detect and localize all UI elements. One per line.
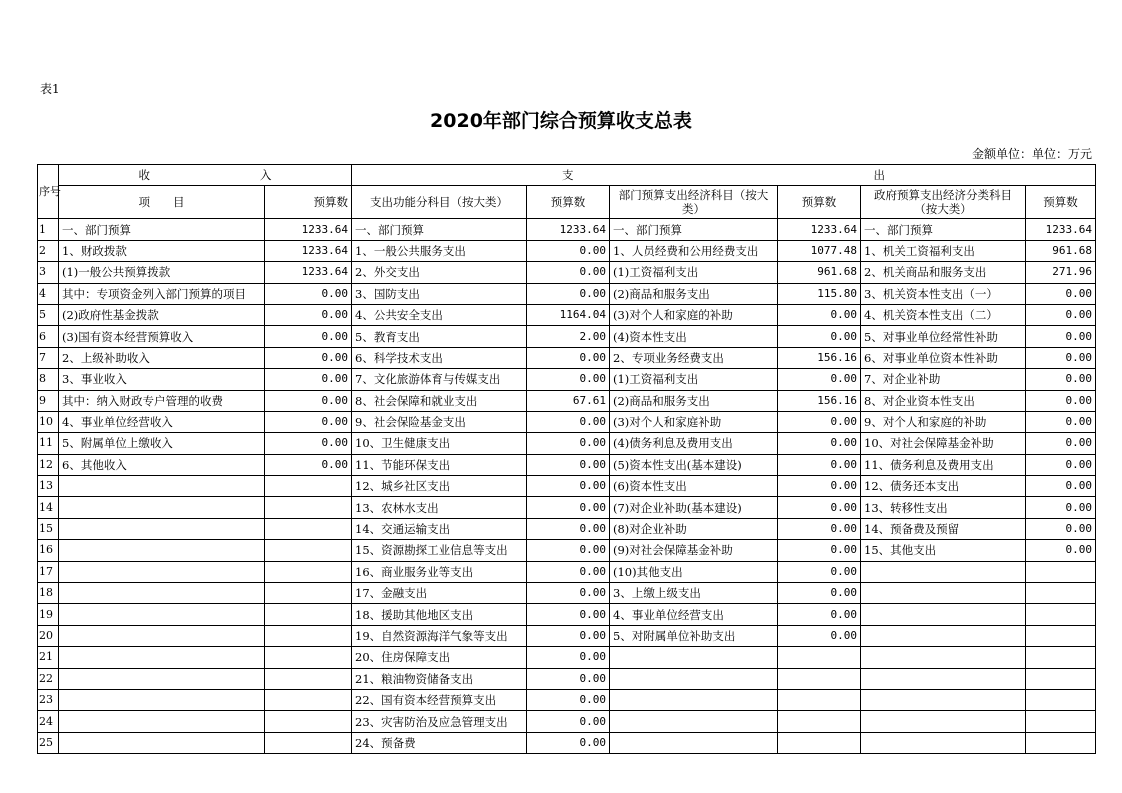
cell-gov-item: 1、机关工资福利支出 (861, 240, 1026, 261)
cell-gov-budget (1026, 668, 1096, 689)
cell-income-budget (265, 476, 352, 497)
header-item: 项 目 (59, 186, 265, 219)
cell-gov-item (861, 604, 1026, 625)
cell-dept-budget: 961.68 (778, 262, 861, 283)
cell-income-item (59, 732, 265, 753)
cell-func-item: 9、社会保险基金支出 (352, 411, 527, 432)
cell-income-item: 3、事业收入 (59, 369, 265, 390)
cell-func-item: 10、卫生健康支出 (352, 433, 527, 454)
cell-dept-item: (1)工资福利支出 (610, 262, 778, 283)
header-seq: 序号 (38, 165, 59, 219)
cell-dept-budget: 0.00 (778, 540, 861, 561)
cell-dept-budget: 0.00 (778, 454, 861, 475)
cell-seq: 19 (38, 604, 59, 625)
cell-dept-budget: 1233.64 (778, 219, 861, 240)
cell-seq: 10 (38, 411, 59, 432)
cell-func-item: 7、文化旅游体育与传媒支出 (352, 369, 527, 390)
cell-dept-item: (4)资本性支出 (610, 326, 778, 347)
cell-seq: 11 (38, 433, 59, 454)
cell-func-item: 一、部门预算 (352, 219, 527, 240)
cell-gov-item: 10、对社会保障基金补助 (861, 433, 1026, 454)
cell-gov-budget: 0.00 (1026, 433, 1096, 454)
cell-seq: 12 (38, 454, 59, 475)
cell-income-budget: 0.00 (265, 369, 352, 390)
cell-gov-budget (1026, 732, 1096, 753)
cell-gov-budget: 0.00 (1026, 283, 1096, 304)
cell-seq: 24 (38, 711, 59, 732)
cell-income-budget (265, 668, 352, 689)
cell-func-budget: 0.00 (527, 625, 610, 646)
cell-func-item: 16、商业服务业等支出 (352, 561, 527, 582)
table-row (38, 668, 1096, 689)
cell-seq: 25 (38, 732, 59, 753)
cell-seq: 7 (38, 347, 59, 368)
cell-gov-item: 2、机关商品和服务支出 (861, 262, 1026, 283)
cell-income-item (59, 689, 265, 710)
cell-func-budget: 0.00 (527, 283, 610, 304)
cell-income-item (59, 497, 265, 518)
cell-func-item: 14、交通运输支出 (352, 518, 527, 539)
table-row (38, 647, 1096, 668)
cell-income-budget (265, 711, 352, 732)
table-number: 表1 (40, 82, 60, 96)
cell-income-item: 1、财政拨款 (59, 240, 265, 261)
cell-dept-item: (6)资本性支出 (610, 476, 778, 497)
header-dept-econ: 部门预算支出经济科目（按大类） (610, 186, 778, 219)
cell-gov-budget: 0.00 (1026, 304, 1096, 325)
header-row-2 (38, 186, 1096, 219)
cell-func-budget: 0.00 (527, 540, 610, 561)
table-row (38, 561, 1096, 582)
cell-gov-item: 5、对事业单位经常性补助 (861, 326, 1026, 347)
cell-gov-item (861, 668, 1026, 689)
cell-func-item: 13、农林水支出 (352, 497, 527, 518)
cell-income-budget: 1233.64 (265, 240, 352, 261)
cell-income-item: (2)政府性基金拨款 (59, 304, 265, 325)
cell-func-item: 20、住房保障支出 (352, 647, 527, 668)
cell-gov-item: 12、债务还本支出 (861, 476, 1026, 497)
cell-gov-item (861, 647, 1026, 668)
cell-dept-item (610, 711, 778, 732)
cell-gov-budget: 0.00 (1026, 347, 1096, 368)
table-row (38, 476, 1096, 497)
cell-dept-budget: 0.00 (778, 604, 861, 625)
cell-func-item: 11、节能环保支出 (352, 454, 527, 475)
cell-income-item (59, 583, 265, 604)
cell-income-item (59, 647, 265, 668)
cell-dept-item: (3)对个人和家庭的补助 (610, 304, 778, 325)
cell-func-item: 15、资源勘探工业信息等支出 (352, 540, 527, 561)
cell-gov-budget (1026, 625, 1096, 646)
table-row (38, 433, 1096, 454)
cell-income-budget: 0.00 (265, 411, 352, 432)
cell-func-budget: 0.00 (527, 647, 610, 668)
cell-income-item (59, 604, 265, 625)
cell-func-budget: 0.00 (527, 369, 610, 390)
cell-income-item: 6、其他收入 (59, 454, 265, 475)
cell-func-item: 22、国有资本经营预算支出 (352, 689, 527, 710)
header-func-class: 支出功能分科目（按大类） (352, 186, 527, 219)
cell-func-item: 2、外交支出 (352, 262, 527, 283)
cell-income-item (59, 668, 265, 689)
cell-income-item: 4、事业单位经营收入 (59, 411, 265, 432)
cell-seq: 23 (38, 689, 59, 710)
cell-gov-budget (1026, 689, 1096, 710)
cell-func-item: 8、社会保障和就业支出 (352, 390, 527, 411)
cell-func-budget: 0.00 (527, 262, 610, 283)
cell-income-budget (265, 647, 352, 668)
cell-gov-item: 14、预备费及预留 (861, 518, 1026, 539)
cell-dept-budget: 0.00 (778, 411, 861, 432)
cell-dept-budget: 0.00 (778, 476, 861, 497)
cell-dept-budget: 1077.48 (778, 240, 861, 261)
cell-gov-item: 11、债务利息及费用支出 (861, 454, 1026, 475)
cell-gov-budget (1026, 647, 1096, 668)
table-row (38, 604, 1096, 625)
cell-dept-item: (5)资本性支出(基本建设) (610, 454, 778, 475)
cell-gov-item: 9、对个人和家庭的补助 (861, 411, 1026, 432)
cell-func-budget: 0.00 (527, 518, 610, 539)
cell-income-budget (265, 497, 352, 518)
cell-func-item: 18、援助其他地区支出 (352, 604, 527, 625)
table-body (38, 219, 1096, 754)
cell-seq: 22 (38, 668, 59, 689)
cell-dept-budget: 0.00 (778, 433, 861, 454)
cell-income-budget: 1233.64 (265, 219, 352, 240)
cell-income-item: 其中：专项资金列入部门预算的项目 (59, 283, 265, 304)
cell-func-item: 5、教育支出 (352, 326, 527, 347)
table-row (38, 732, 1096, 753)
cell-income-budget: 0.00 (265, 454, 352, 475)
cell-gov-budget: 1233.64 (1026, 219, 1096, 240)
cell-dept-budget: 0.00 (778, 326, 861, 347)
budget-table (37, 164, 1096, 754)
cell-income-item (59, 711, 265, 732)
cell-func-budget: 0.00 (527, 411, 610, 432)
cell-func-budget: 0.00 (527, 454, 610, 475)
cell-gov-budget (1026, 561, 1096, 582)
cell-seq: 17 (38, 561, 59, 582)
cell-gov-budget: 0.00 (1026, 518, 1096, 539)
cell-dept-item: (3)对个人和家庭补助 (610, 411, 778, 432)
cell-func-item: 3、国防支出 (352, 283, 527, 304)
cell-income-budget (265, 625, 352, 646)
cell-func-budget: 0.00 (527, 711, 610, 732)
header-expense (352, 165, 1096, 186)
cell-seq: 3 (38, 262, 59, 283)
cell-dept-item (610, 647, 778, 668)
table-row (38, 326, 1096, 347)
cell-func-item: 23、灾害防治及应急管理支出 (352, 711, 527, 732)
table-row (38, 689, 1096, 710)
cell-gov-item: 13、转移性支出 (861, 497, 1026, 518)
cell-seq: 6 (38, 326, 59, 347)
cell-gov-item: 8、对企业资本性支出 (861, 390, 1026, 411)
table-row (38, 625, 1096, 646)
cell-dept-item: (7)对企业补助(基本建设) (610, 497, 778, 518)
cell-income-budget (265, 561, 352, 582)
table-row (38, 347, 1096, 368)
cell-func-budget: 0.00 (527, 240, 610, 261)
cell-gov-budget: 0.00 (1026, 497, 1096, 518)
cell-func-budget: 0.00 (527, 689, 610, 710)
cell-gov-budget: 0.00 (1026, 411, 1096, 432)
cell-seq: 15 (38, 518, 59, 539)
cell-dept-budget: 115.80 (778, 283, 861, 304)
cell-income-budget: 0.00 (265, 283, 352, 304)
cell-gov-item: 4、机关资本性支出（二） (861, 304, 1026, 325)
cell-dept-budget (778, 647, 861, 668)
cell-income-budget (265, 689, 352, 710)
cell-dept-item: 4、事业单位经营支出 (610, 604, 778, 625)
cell-func-budget: 67.61 (527, 390, 610, 411)
cell-gov-budget: 0.00 (1026, 369, 1096, 390)
cell-seq: 13 (38, 476, 59, 497)
cell-gov-budget: 0.00 (1026, 476, 1096, 497)
cell-gov-budget: 0.00 (1026, 454, 1096, 475)
cell-dept-budget: 0.00 (778, 518, 861, 539)
cell-dept-budget: 0.00 (778, 304, 861, 325)
cell-dept-item: (2)商品和服务支出 (610, 390, 778, 411)
cell-income-budget: 0.00 (265, 347, 352, 368)
cell-gov-item (861, 732, 1026, 753)
cell-dept-item: (10)其他支出 (610, 561, 778, 582)
cell-dept-budget (778, 732, 861, 753)
header-budget-3: 预算数 (778, 186, 861, 219)
cell-dept-budget: 0.00 (778, 625, 861, 646)
cell-dept-item (610, 689, 778, 710)
cell-income-item (59, 561, 265, 582)
cell-func-item: 1、一般公共服务支出 (352, 240, 527, 261)
cell-gov-budget: 0.00 (1026, 390, 1096, 411)
cell-dept-budget (778, 668, 861, 689)
cell-gov-item (861, 561, 1026, 582)
cell-income-item (59, 476, 265, 497)
cell-dept-budget: 0.00 (778, 583, 861, 604)
unit-label: 金额单位：单位：万元 (971, 147, 1092, 161)
cell-seq: 5 (38, 304, 59, 325)
table-row (38, 219, 1096, 240)
cell-dept-item: 1、人员经费和公用经费支出 (610, 240, 778, 261)
cell-func-budget: 0.00 (527, 604, 610, 625)
header-budget-1: 预算数 (265, 186, 352, 219)
cell-gov-item: 7、对企业补助 (861, 369, 1026, 390)
cell-dept-budget: 0.00 (778, 561, 861, 582)
cell-seq: 2 (38, 240, 59, 261)
cell-gov-item: 15、其他支出 (861, 540, 1026, 561)
cell-income-budget: 1233.64 (265, 262, 352, 283)
cell-gov-item: 3、机关资本性支出（一） (861, 283, 1026, 304)
cell-income-item (59, 518, 265, 539)
cell-func-item: 21、粮油物资储备支出 (352, 668, 527, 689)
cell-seq: 14 (38, 497, 59, 518)
cell-func-budget: 0.00 (527, 668, 610, 689)
cell-dept-budget: 156.16 (778, 347, 861, 368)
cell-gov-item (861, 711, 1026, 732)
cell-dept-budget (778, 689, 861, 710)
cell-dept-budget (778, 711, 861, 732)
cell-dept-item: 一、部门预算 (610, 219, 778, 240)
cell-dept-item: 5、对附属单位补助支出 (610, 625, 778, 646)
table-row (38, 454, 1096, 475)
cell-dept-item: (9)对社会保障基金补助 (610, 540, 778, 561)
cell-gov-budget (1026, 583, 1096, 604)
cell-income-item: (3)国有资本经营预算收入 (59, 326, 265, 347)
cell-income-item (59, 625, 265, 646)
cell-income-item: 2、上级补助收入 (59, 347, 265, 368)
header-expense-a: 支 (562, 168, 574, 183)
cell-income-budget (265, 604, 352, 625)
cell-seq: 4 (38, 283, 59, 304)
page-title: 2020年部门综合预算收支总表 (430, 110, 692, 132)
header-income-b: 入 (260, 168, 272, 183)
header-income (59, 165, 352, 186)
cell-income-budget (265, 583, 352, 604)
cell-func-budget: 0.00 (527, 732, 610, 753)
cell-func-budget: 0.00 (527, 497, 610, 518)
cell-func-budget: 0.00 (527, 583, 610, 604)
cell-income-budget: 0.00 (265, 326, 352, 347)
cell-gov-budget: 961.68 (1026, 240, 1096, 261)
cell-seq: 21 (38, 647, 59, 668)
table-row (38, 369, 1096, 390)
cell-func-budget: 0.00 (527, 561, 610, 582)
cell-gov-item (861, 583, 1026, 604)
cell-seq: 18 (38, 583, 59, 604)
table-row (38, 411, 1096, 432)
cell-income-item (59, 540, 265, 561)
cell-income-item: 一、部门预算 (59, 219, 265, 240)
cell-gov-item (861, 625, 1026, 646)
cell-dept-budget: 0.00 (778, 369, 861, 390)
cell-income-budget (265, 732, 352, 753)
cell-gov-budget (1026, 604, 1096, 625)
cell-func-budget: 0.00 (527, 476, 610, 497)
cell-gov-budget (1026, 711, 1096, 732)
cell-func-budget: 0.00 (527, 433, 610, 454)
table-row (38, 497, 1096, 518)
table-row (38, 390, 1096, 411)
cell-func-item: 6、科学技术支出 (352, 347, 527, 368)
cell-seq: 16 (38, 540, 59, 561)
cell-income-budget: 0.00 (265, 390, 352, 411)
cell-seq: 9 (38, 390, 59, 411)
table-row (38, 711, 1096, 732)
cell-dept-budget: 0.00 (778, 497, 861, 518)
cell-gov-budget: 271.96 (1026, 262, 1096, 283)
cell-gov-item (861, 689, 1026, 710)
header-row-1 (38, 165, 1096, 186)
cell-seq: 20 (38, 625, 59, 646)
header-income-a: 收 (138, 168, 150, 183)
cell-func-budget: 1164.04 (527, 304, 610, 325)
cell-dept-item (610, 732, 778, 753)
header-budget-2: 预算数 (527, 186, 610, 219)
cell-income-budget (265, 540, 352, 561)
cell-dept-item: (1)工资福利支出 (610, 369, 778, 390)
cell-dept-item: 2、专项业务经费支出 (610, 347, 778, 368)
cell-dept-item: (8)对企业补助 (610, 518, 778, 539)
cell-func-item: 19、自然资源海洋气象等支出 (352, 625, 527, 646)
cell-dept-item: (4)债务利息及费用支出 (610, 433, 778, 454)
cell-income-budget (265, 518, 352, 539)
cell-income-budget: 0.00 (265, 433, 352, 454)
cell-func-item: 24、预备费 (352, 732, 527, 753)
cell-gov-budget: 0.00 (1026, 540, 1096, 561)
cell-gov-item: 一、部门预算 (861, 219, 1026, 240)
header-budget-4: 预算数 (1026, 186, 1096, 219)
cell-func-budget: 2.00 (527, 326, 610, 347)
table-row (38, 283, 1096, 304)
cell-func-item: 4、公共安全支出 (352, 304, 527, 325)
cell-dept-item: 3、上缴上级支出 (610, 583, 778, 604)
cell-func-item: 17、金融支出 (352, 583, 527, 604)
cell-income-item: 5、附属单位上缴收入 (59, 433, 265, 454)
cell-func-item: 12、城乡社区支出 (352, 476, 527, 497)
table-row (38, 583, 1096, 604)
header-expense-b: 出 (873, 168, 885, 183)
cell-dept-budget: 156.16 (778, 390, 861, 411)
table-row (38, 540, 1096, 561)
cell-seq: 8 (38, 369, 59, 390)
cell-income-budget: 0.00 (265, 304, 352, 325)
cell-func-budget: 0.00 (527, 347, 610, 368)
table-row (38, 240, 1096, 261)
cell-gov-budget: 0.00 (1026, 326, 1096, 347)
cell-dept-item: (2)商品和服务支出 (610, 283, 778, 304)
cell-dept-item (610, 668, 778, 689)
cell-gov-item: 6、对事业单位资本性补助 (861, 347, 1026, 368)
cell-income-item: (1)一般公共预算拨款 (59, 262, 265, 283)
cell-func-budget: 1233.64 (527, 219, 610, 240)
table-row (38, 262, 1096, 283)
cell-seq: 1 (38, 219, 59, 240)
table-row (38, 304, 1096, 325)
table-row (38, 518, 1096, 539)
header-gov-econ: 政府预算支出经济分类科目（按大类） (861, 186, 1026, 219)
cell-income-item: 其中：纳入财政专户管理的收费 (59, 390, 265, 411)
